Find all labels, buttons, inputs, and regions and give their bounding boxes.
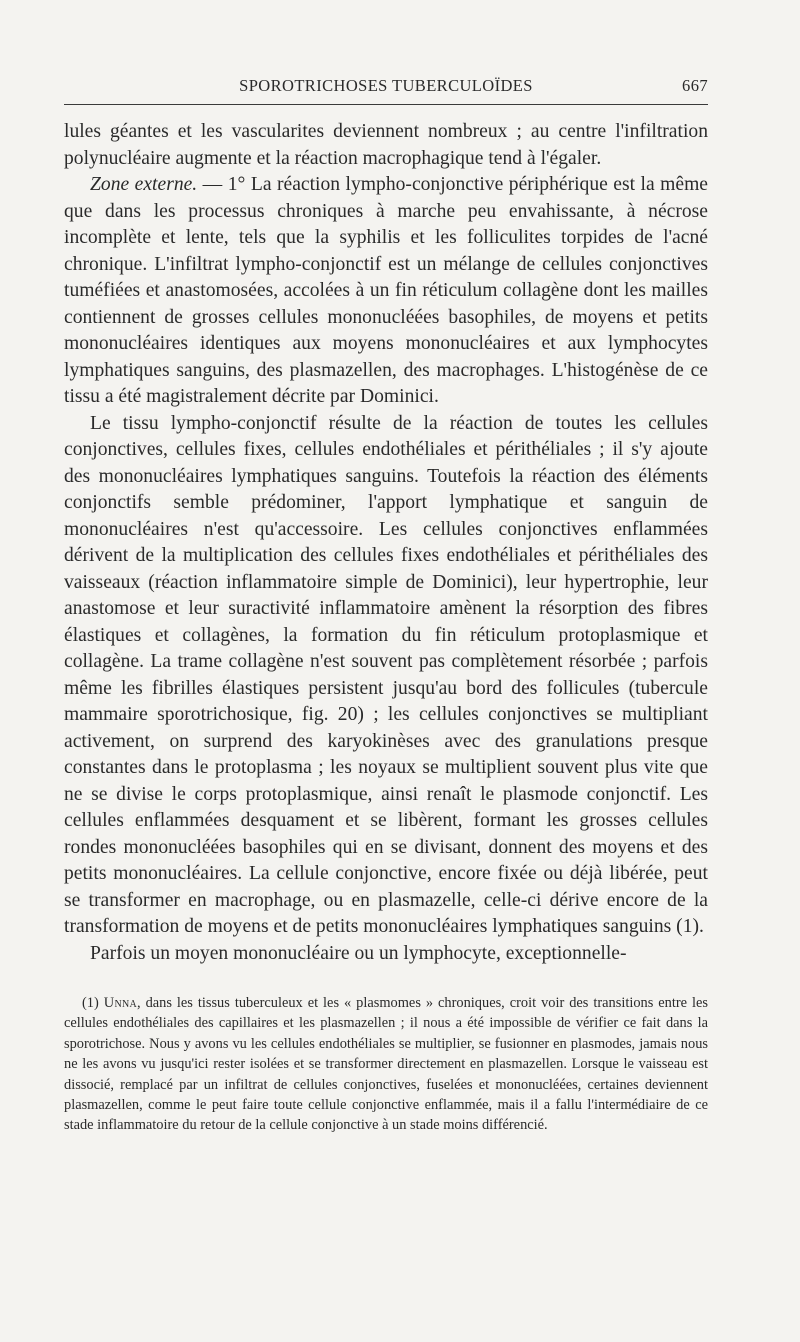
paragraph-tissu <box>64 411 708 941</box>
page-number: 667 <box>682 76 708 95</box>
running-header <box>64 70 708 104</box>
footnote-text: , dans les tissus tuberculeux et les « plasmomes » chroniques, croit voir des transitions entre les cellules endothéliales des capillaires et les plasmazellen ; il nous a été impossible de vérifier ce fait dans la sporotrichose. Nous y avons vu les cellules endothéliales se multiplier, se fusionner en plasmodes, jamais nous ne les avons vu jusqu'ici rester isolées et se transformer directement en plasmazellen. Lorsque le vaisseau est dissocié, remplacé par un infiltrat de cellules conjonctives, fuselées et mononucléées, certaines deviennent plasmazellen, comme le peut faire toute cellule conjonctive enflammée, mais il a fallu l'intermédiaire de ce stade inflammatoire du retour de la cellule conjonctive à un stade moins différencié. <box>64 995 708 1134</box>
paragraph-lead-italic: Zone externe. <box>90 174 198 195</box>
body-text <box>64 119 708 967</box>
paragraph-text: Le tissu lympho-conjonctif résulte de la réaction de toutes les cellules conjonctives, cellules fixes, cellules endothéliales et périthéliales ; il s'y ajoute des mononucléaires lymphatiques sanguins. Toutefois la réaction des éléments conjonctifs semble prédominer, l'apport lymphatique et sanguin de mononucléaires n'est qu'accessoire. Les cellules conjonctives enflammées dérivent de la multiplication des cellules fixes endothéliales et périthéliales des vaisseaux (réaction inflammatoire simple de Dominici), leur hypertrophie, leur anastomose et leur suractivité inflammatoire amènent la résorption des fibres élastiques et collagènes, la formation du fin réticulum protoplasmique et collagène. La trame collagène n'est souvent pas complètement résorbée ; parfois même les fibrilles élastiques persistent jusqu'au bord des follicules (tubercule mammaire sporotrichosique, fig. 20) ; les cellules conjonctives se multipliant activement, on surprend des karyokinèses avec des granulations presque constantes dans le protoplasma ; les noyaux se multiplient souvent plus vite que ne se divise le corps protoplasmique, ainsi renaît le plasmode conjonctif. Les cellules enflammées desquament et se libèrent, formant les grosses cellules rondes mononucléées basophiles qui en se divisant, donnent des moyens et des petits mononucléaires. La cellule conjonctive, encore fixée ou déjà libérée, peut se transformer en macrophage, ou en plasmazelle, celle-ci dérive encore de la transformation de moyens et de petits mononucléaires lymphatiques sanguins (1). <box>64 412 708 937</box>
paragraph-zone-externe <box>64 172 708 411</box>
footnote <box>64 993 708 1136</box>
paragraph-text: lules géantes et les vascularites deviennent nombreux ; au centre l'infiltration polynucléaire augmente et la réaction macrophagique tend à l'égaler. <box>64 121 708 169</box>
paragraph-text: — 1° La réaction lympho-conjonctive périphérique est la même que dans les processus chroniques à marche peu envahissante, à nécrose incomplète et lente, tels que la syphilis et les folliculites torpides de l'acné chronique. L'infiltrat lympho-conjonctif est un mélange de cellules conjonctives tuméfiées et anastomosées, accolées à un fin réticulum collagène dont les mailles contiennent de grosses cellules mononucléées basophiles, de moyens et petits mononucléaires identiques aux moyens mononucléaires et aux lymphocytes lymphatiques sanguins, des plasmazellen, des macrophages. L'histogénèse de ce tissu a été magistralement décrite par Dominici. <box>64 174 709 407</box>
document-page <box>64 70 708 1136</box>
paragraph-text: Parfois un moyen mononucléaire ou un lymphocyte, exceptionnelle- <box>90 942 627 964</box>
footnote-marker: (1) <box>82 995 99 1011</box>
paragraph-continuation <box>64 119 708 172</box>
paragraph-parfois <box>64 941 708 968</box>
footnote-author: Unna <box>103 995 138 1011</box>
running-title: SPOROTRICHOSES TUBERCULOÏDES <box>239 76 533 95</box>
header-rule <box>64 104 708 105</box>
footnotes <box>64 993 708 1136</box>
